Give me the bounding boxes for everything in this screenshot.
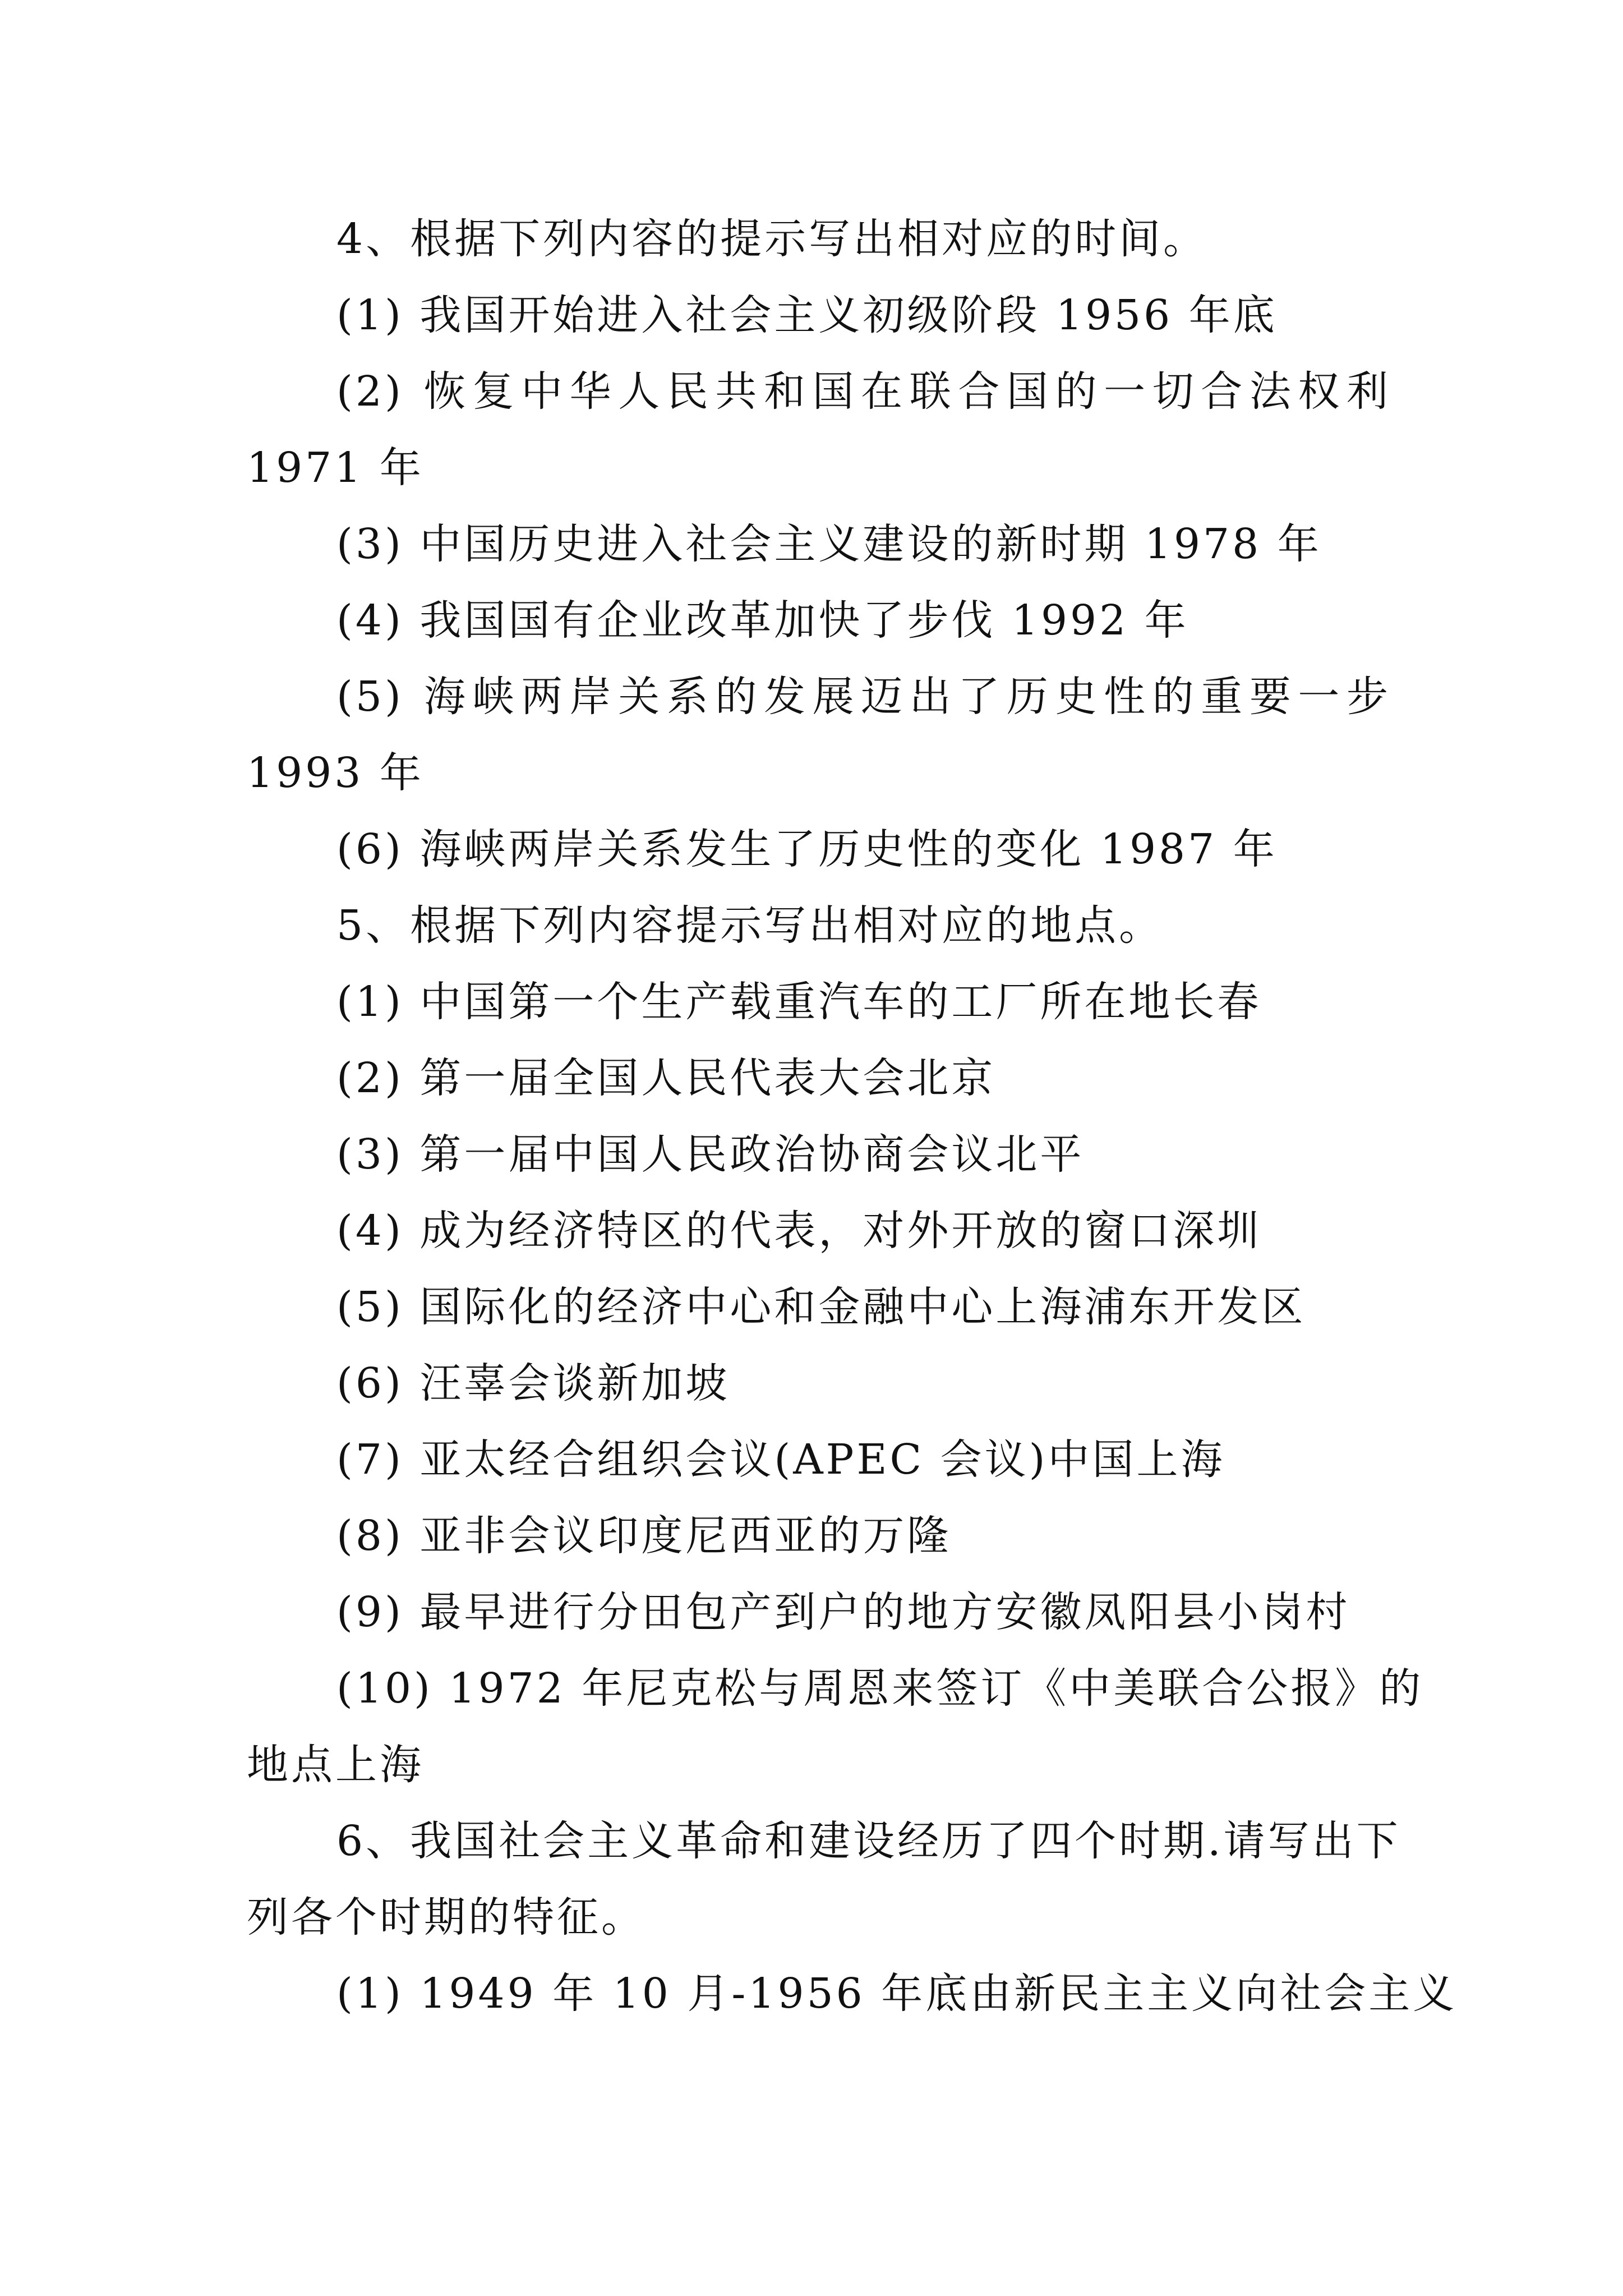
question-5-item-9: (9) 最早进行分田包产到户的地方安徽凤阳县小岗村 (336, 1588, 1350, 1636)
question-5-heading: 5、根据下列内容提示写出相对应的地点。 (336, 901, 1164, 950)
question-4-item-1: (1) 我国开始进入社会主义初级阶段 1956 年底 (336, 291, 1278, 339)
question-5-item-6: (6) 汪辜会谈新加坡 (336, 1359, 730, 1407)
question-4-item-4: (4) 我国国有企业改革加快了步伐 1992 年 (336, 596, 1189, 645)
question-4-item-2: (2) 恢复中华人民共和国在联合国的一切合法权利 (336, 367, 1391, 416)
question-5-item-3: (3) 第一届中国人民政治协商会议北平 (336, 1130, 1085, 1179)
question-6-item-1: (1) 1949 年 10 月-1956 年底由新民主主义向社会主义 (336, 1970, 1458, 2018)
question-4-item-5: (5) 海峡两岸关系的发展迈出了历史性的重要一步 (336, 673, 1391, 721)
question-4-heading: 4、根据下列内容的提示写出相对应的时间。 (336, 215, 1208, 263)
question-5-item-4: (4) 成为经济特区的代表，对外开放的窗口深圳 (336, 1207, 1262, 1255)
question-5-item-8: (8) 亚非会议印度尼西亚的万隆 (336, 1512, 952, 1560)
question-6-heading-continued: 列各个时期的特征。 (247, 1893, 645, 1941)
question-4-item-2-continued: 1971 年 (247, 444, 424, 492)
question-5-item-2: (2) 第一届全国人民代表大会北京 (336, 1054, 996, 1102)
question-5-item-1: (1) 中国第一个生产载重汽车的工厂所在地长春 (336, 978, 1262, 1026)
question-4-item-5-continued: 1993 年 (247, 749, 424, 797)
question-5-item-10: (10) 1972 年尼克松与周恩来签订《中美联合公报》的 (336, 1664, 1424, 1713)
question-5-item-5: (5) 国际化的经济中心和金融中心上海浦东开发区 (336, 1283, 1306, 1331)
question-4-item-6: (6) 海峡两岸关系发生了历史性的变化 1987 年 (336, 825, 1278, 873)
question-6-heading: 6、我国社会主义革命和建设经历了四个时期.请写出下 (336, 1817, 1401, 1865)
question-5-item-10-continued: 地点上海 (247, 1741, 424, 1789)
question-5-item-7: (7) 亚太经合组织会议(APEC 会议)中国上海 (336, 1435, 1225, 1484)
question-4-item-3: (3) 中国历史进入社会主义建设的新时期 1978 年 (336, 520, 1322, 568)
